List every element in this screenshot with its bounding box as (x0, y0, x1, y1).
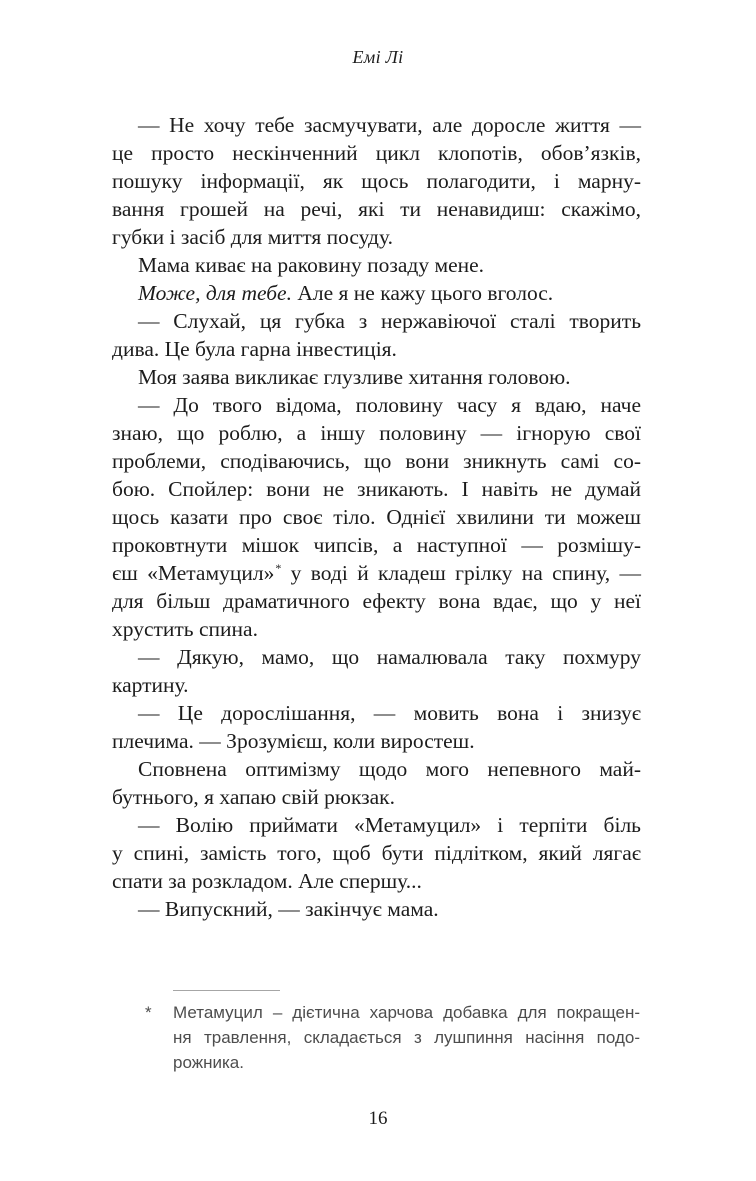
text-line (112, 363, 641, 391)
paragraph (112, 811, 641, 895)
paragraph (112, 279, 641, 307)
text-line (112, 531, 641, 559)
text-line (112, 615, 641, 643)
paragraph (112, 895, 641, 923)
text-line (173, 1025, 640, 1050)
body-text-column (112, 111, 641, 923)
text-line (173, 1050, 640, 1075)
text-segment: — Волію приймати «Метамуцил» і терпіти біль (138, 813, 641, 837)
text-line (112, 195, 641, 223)
footnote-divider (173, 990, 280, 991)
text-segment: для більш драматичного ефекту вона вдає, що у неї (112, 589, 641, 613)
text-segment: рожника. (173, 1053, 244, 1072)
text-segment: картину. (112, 673, 189, 697)
footnote-text (173, 1000, 640, 1075)
text-segment: бою. Спойлер: вони не зникають. І навіть не думай (112, 477, 641, 501)
footnote (145, 990, 640, 1075)
text-segment: — До твого відома, половину часу я вдаю, наче (138, 393, 641, 417)
page-number: 16 (368, 1108, 388, 1129)
text-segment: бутнього, я хапаю свій рюкзак. (112, 785, 395, 809)
text-line (112, 699, 641, 727)
paragraph (112, 307, 641, 363)
text-segment: єш «Метамуцил» (112, 561, 275, 585)
text-line (112, 335, 641, 363)
text-line (112, 139, 641, 167)
text-line (112, 811, 641, 839)
paragraph (112, 363, 641, 391)
text-line (112, 419, 641, 447)
text-line (112, 783, 641, 811)
italic-phrase: Може, для тебе. (138, 281, 292, 305)
text-line (112, 587, 641, 615)
text-segment: знаю, що роблю, а іншу половину — ігнорую свої (112, 421, 641, 445)
text-segment: — Випускний, — закінчує мама. (138, 897, 439, 921)
text-segment: Але я не кажу цього вголос. (291, 281, 554, 305)
text-segment: Моя заява викликає глузливе хитання головою. (138, 365, 571, 389)
text-line (112, 447, 641, 475)
text-segment: — Це дорослішання, — мовить вона і знизує (138, 701, 641, 725)
text-segment: — Не хочу тебе засмучувати, але доросле життя — (138, 113, 641, 137)
paragraph (112, 391, 641, 643)
text-line (112, 167, 641, 195)
text-line (112, 895, 641, 923)
text-line (112, 251, 641, 279)
text-segment: губки і засіб для миття посуду. (112, 225, 393, 249)
text-segment: вання грошей на речі, які ти ненавидиш: скажімо, (112, 197, 641, 221)
paragraph (112, 251, 641, 279)
text-segment: у спині, замість того, щоб бути підлітком, який лягає (112, 841, 641, 865)
footnote-reference-asterisk: * (275, 560, 282, 575)
paragraph (112, 111, 641, 251)
text-line (173, 1000, 640, 1025)
text-segment: це просто нескінченний цикл клопотів, обов’язків, (112, 141, 641, 165)
text-line (112, 839, 641, 867)
text-line (112, 755, 641, 783)
text-segment: проковтнути мішок чипсів, а наступної — розмішу- (112, 533, 641, 557)
text-segment: щось казати про своє тіло. Однієї хвилини ти можеш (112, 505, 641, 529)
text-line (112, 391, 641, 419)
paragraph (112, 643, 641, 699)
text-line (112, 111, 641, 139)
text-segment: хрустить спина. (112, 617, 258, 641)
text-segment: Мама киває на раковину позаду мене. (138, 253, 485, 277)
text-line (112, 727, 641, 755)
text-segment: пошуку інформації, як щось полагодити, і марну- (112, 169, 641, 193)
text-line (112, 475, 641, 503)
footnote-row (145, 1000, 640, 1075)
text-segment: Метамуцил – дієтична харчова добавка для покращен- (173, 1003, 640, 1022)
text-segment: плечима. — Зрозумієш, коли виростеш. (112, 729, 475, 753)
text-line (112, 867, 641, 895)
running-head-author: Емі Лі (352, 47, 404, 67)
footnote-marker: * (145, 1003, 152, 1022)
text-segment: у воді й кладеш грілку на спину, — (281, 561, 641, 585)
text-segment: — Дякую, мамо, що намалювала таку похмуру (138, 645, 641, 669)
text-segment: спати за розкладом. Але спершу... (112, 869, 422, 893)
paragraph (112, 699, 641, 755)
text-line (112, 307, 641, 335)
paragraph (112, 755, 641, 811)
text-segment: Сповнена оптимізму щодо мого непевного май- (138, 757, 641, 781)
text-line (112, 223, 641, 251)
text-segment: проблеми, сподіваючись, що вони зникнуть самі со- (112, 449, 641, 473)
text-line (112, 503, 641, 531)
text-segment: — Слухай, ця губка з нержавіючої сталі творить (138, 309, 641, 333)
text-segment: ня травлення, складається з лушпиння насіння подо- (173, 1028, 640, 1047)
text-line (112, 671, 641, 699)
text-segment: дива. Це була гарна інвестиція. (112, 337, 397, 361)
text-line (112, 559, 641, 587)
text-line (112, 643, 641, 671)
text-line (112, 279, 641, 307)
